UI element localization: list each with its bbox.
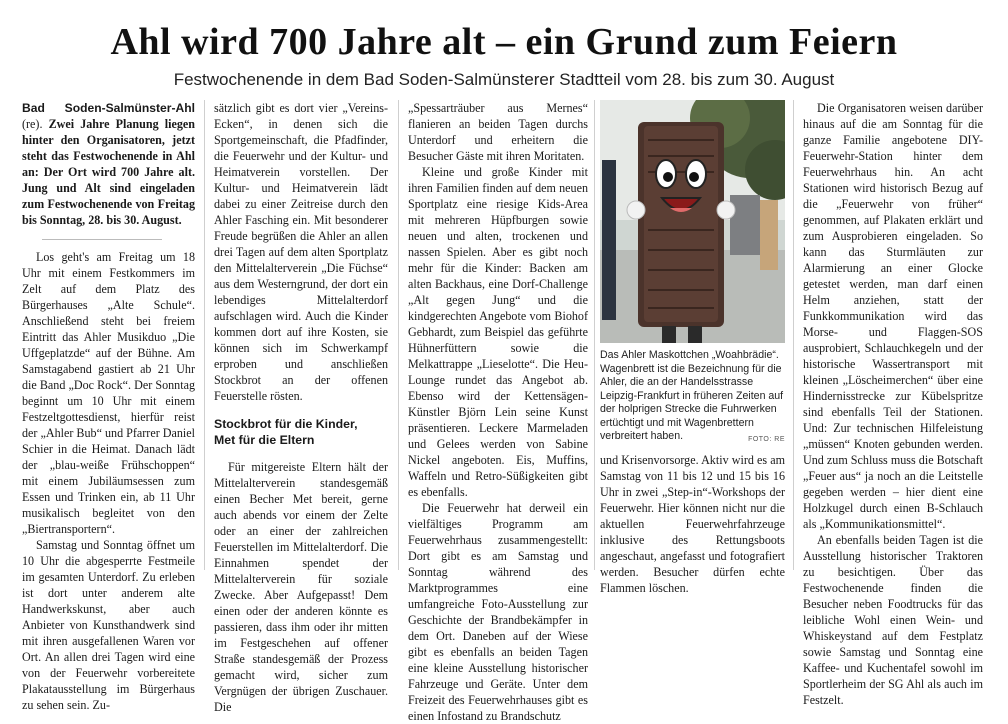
column-rule bbox=[204, 100, 205, 570]
photo-caption bbox=[600, 349, 785, 447]
body-paragraph: Die Feuerwehr hat derweil ein vielfältiges Programm am Feuerwehrhaus zusammengestellt: Dort gibt es am Samstag und Sonntag während des Marktprogrammes eine umfangreiche Foto-Ausstellung zur Geschichte der Brandbekämpfer in dem Ort. Daneben auf der Wiese gibt es ebenfalls an beiden Tagen eine kleine Ausstellung historischer Fahrzeuge und Geräte. Unter dem Freizeit des Feuerwehrhauses gibt es einen Infostand zu Brandschutz bbox=[408, 501, 588, 723]
body-paragraph: Die Organisatoren weisen darüber hinaus auf die am Sonntag für die ganze Familie angebotene DIY-Feuerwehr-Station hinter dem Feuerwehrhaus hin. An acht Stationen wird historisch Bezug auf die „Feuerwehr von früher“ genommen, auf Plakaten erklärt und zum Ausprobieren eingeladen. So kann das Sturmläuten zur Alarmierung an einer Glocke getestet werden, man darf einen Helm anziehen, statt der Funkkommunikation wird das Morse- und Flaggen-SOS ausprobiert, Schlauchkegeln und der historische Wassertransport mit kleinen „Löscheimerchen“ über eine Hindernisstrecke zur Kübelspritze sind ebenfalls Teil der Stationen. Und: Zur technischen Hilfeleistung „müssen“ Knoten gebunden werden. Und zum Schluss muss die Botschaft „Feuer aus“ ja noch an die Leitstelle gegeben werden – hier dient eine Holzkugel durch einen B-Schlauch als „Kommunikationsmittel“. bbox=[803, 101, 983, 531]
body-paragraph: An ebenfalls beiden Tagen ist die Ausstellung historischer Traktoren zu besichtigen. Über das Festwochenende finden die Besucher neben Foodtrucks für das leibliche Wohl einen Wein- und Whiskeystand auf dem Festplatz sowie Samstag und Sonntag eine Kaffee- und Kuchentafel sowohl im Sportlerheim der SG Ahl als auch im Festzelt. bbox=[803, 533, 983, 707]
dateline: Bad Soden-Salmünster-Ahl bbox=[22, 101, 195, 115]
article-subheadline: Festwochenende in dem Bad Soden-Salmünsterer Stadtteil vom 28. bis zum 30. August bbox=[173, 70, 835, 89]
divider bbox=[42, 239, 162, 240]
column-2 bbox=[214, 100, 388, 715]
column-3 bbox=[408, 100, 588, 724]
section-heading-line: Met für die Eltern bbox=[214, 433, 315, 447]
lead-paragraph bbox=[22, 100, 195, 228]
body-paragraph: Los geht's am Freitag um 18 Uhr mit einem Festkommers im Zelt auf dem Platz des Bürgerhauses „Alte Schule“. Anschließend steht bei freiem Eintritt das Ahler Musikduo „Die Uffgeplatzde“ auf der Bühne. Am Samstagabend gastiert ab 21 Uhr die Band „Doc Rock“. Der Sonntag beginnt um 10 Uhr mit einem Festzeltgottesdienst, hierfür reist der „Ahler Bub“ und Pfarrer Daniel Schier in die Heimat. Danach lädt der „blau-weiße Frühschoppen“ mit einem Jubiläumsessen zum Essen und Trinken ein, ab 11 Uhr musikalisch begleitet von den „Biertransportern“. bbox=[22, 250, 195, 536]
column-5 bbox=[803, 100, 983, 708]
column-rule bbox=[398, 100, 399, 570]
section-heading-line: Stockbrot für die Kinder, bbox=[214, 417, 358, 431]
lead-text: Zwei Jahre Planung liegen hinter den Organisatoren, jetzt steht das Festwochenende in Ahl an: Der Ort wird 700 Jahre alt. Jung und Alt sind eingeladen zum Festwochenende von Freitag bis Sonntag, 28. bis 30. August. bbox=[22, 117, 195, 227]
column-rule bbox=[594, 100, 595, 570]
body-paragraph: Kleine und große Kinder mit ihren Familien finden auf dem neuen Sportplatz eine riesige Kids-Area mit mehreren Hüpfburgen sowie neuen und alten, trockenen und nassen Spielen. Aber es gibt noch mehr für die Kinder: Backen am alten Backhaus, eine Dorf-Challenge „Alt gegen Jung“ und die kindgerechten Angebote vom Biohof Gebhardt, zum Beispiel das geführte Hühnerfüttern sowie die Melkattrappe „Lieselotte“. Die Heu-Lounge rundet das Angebot ab. Ebenso wird der Kettensägen-Künstler Björn Lein seine Kunst präsentieren. Leckere Marmeladen und Gelees werden von Sabine Nickel angeboten. Eis, Muffins, Waffeln und Retro-Süßigkeiten gibt es ebenfalls. bbox=[408, 165, 588, 499]
body-paragraph: Samstag und Sonntag öffnet um 10 Uhr die abgesperrte Festmeile im gesamten Unterdorf. Zu erleben ist dort unter anderem alte Handwerkskunst, aber auch Anbieter von Kunsthandwerk sind mit ihren ausgefallenen Waren vor Ort. An allen drei Tagen wird eine von der Feuerwehr vorbereitete Plakatausstellung im Bürgerhaus zu sehen sein. Zu- bbox=[22, 538, 195, 712]
column-rule bbox=[793, 100, 794, 570]
mascot-photo bbox=[600, 100, 785, 343]
caption-text: Das Ahler Maskottchen „Woahbrädie“. Wagenbrett ist die Bezeichnung für die Ahler, die an der Handelsstrasse Leipzig-Frankfurt in früheren Zeiten auf der holprigen Strecke die Fuhrwerken ertüchtigt und mit Wagenbrettern verbreitert haben. bbox=[600, 349, 784, 442]
column-4-text bbox=[600, 452, 785, 596]
body-paragraph: und Krisenvorsorge. Aktiv wird es am Samstag von 11 bis 12 und 15 bis 16 Uhr in zwei „Step-in“-Workshops der Feuerwehr. Hier können nicht nur die aktuellen Feuerwehrfahrzeuge inklusive des Rettungsboots angeschaut, angefasst und fotografiert werden. Besucher dürfen echte Flammen löschen. bbox=[600, 453, 785, 595]
author-tag: (re). bbox=[22, 117, 43, 131]
column-1 bbox=[22, 100, 195, 713]
section-heading bbox=[214, 416, 388, 448]
mascot-photo-illustration bbox=[600, 100, 785, 343]
body-paragraph: „Spessarträuber aus Mernes“ flanieren an beiden Tagen durchs Unterdorf und erheitern die Besucher Gäste mit ihren Moritaten. bbox=[408, 101, 588, 163]
body-paragraph: Für mitgereiste Eltern hält der Mittelalterverein standesgemäß einen Becher Met bereit, gerne auch abends vor einem der Zelte oder an einer der zahlreichen Feuerstellen im Mittelalterdorf. Die Einnahmen spendet der Mittelalterverein für soziale Zwecke. Aber Aufgepasst! Dem einen oder der anderen könnte es passieren, dass ihm oder ihr mitten im Festgeschehen auf offener Straße standesgemäß der Prozess gemacht wird, sicher zum Vergnügen der übrigen Zuschauer. Die bbox=[214, 460, 388, 714]
body-paragraph: sätzlich gibt es dort vier „Vereins-Ecken“, in denen sich die Sportgemeinschaft, die Pfadfinder, die Feuerwehr und der Kultur- und Heimatverein vorstellen. Der Kultur- und Heimatverein lädt dabei zu einer Zeitreise durch den Ahler Fasching ein. Mit besonderer Freude begrüßen die Ahler an allen drei Tagen auf dem alten Sportplatz den Mittelalterverein „Die Füchse“ aus dem Westerngrund, der dort ein lebendiges Mittelalterdorf aufschlagen wird. Auch die Kinder kommen dort auf ihre Kosten, sie können sich im Schwerkampf erproben und anschließen Stockbrot an der offenen Feuerstelle rösten. bbox=[214, 101, 388, 403]
article-headline: Ahl wird 700 Jahre alt – ein Grund zum Feiern bbox=[110, 21, 898, 63]
photo-credit: FOTO: RE bbox=[748, 436, 785, 443]
